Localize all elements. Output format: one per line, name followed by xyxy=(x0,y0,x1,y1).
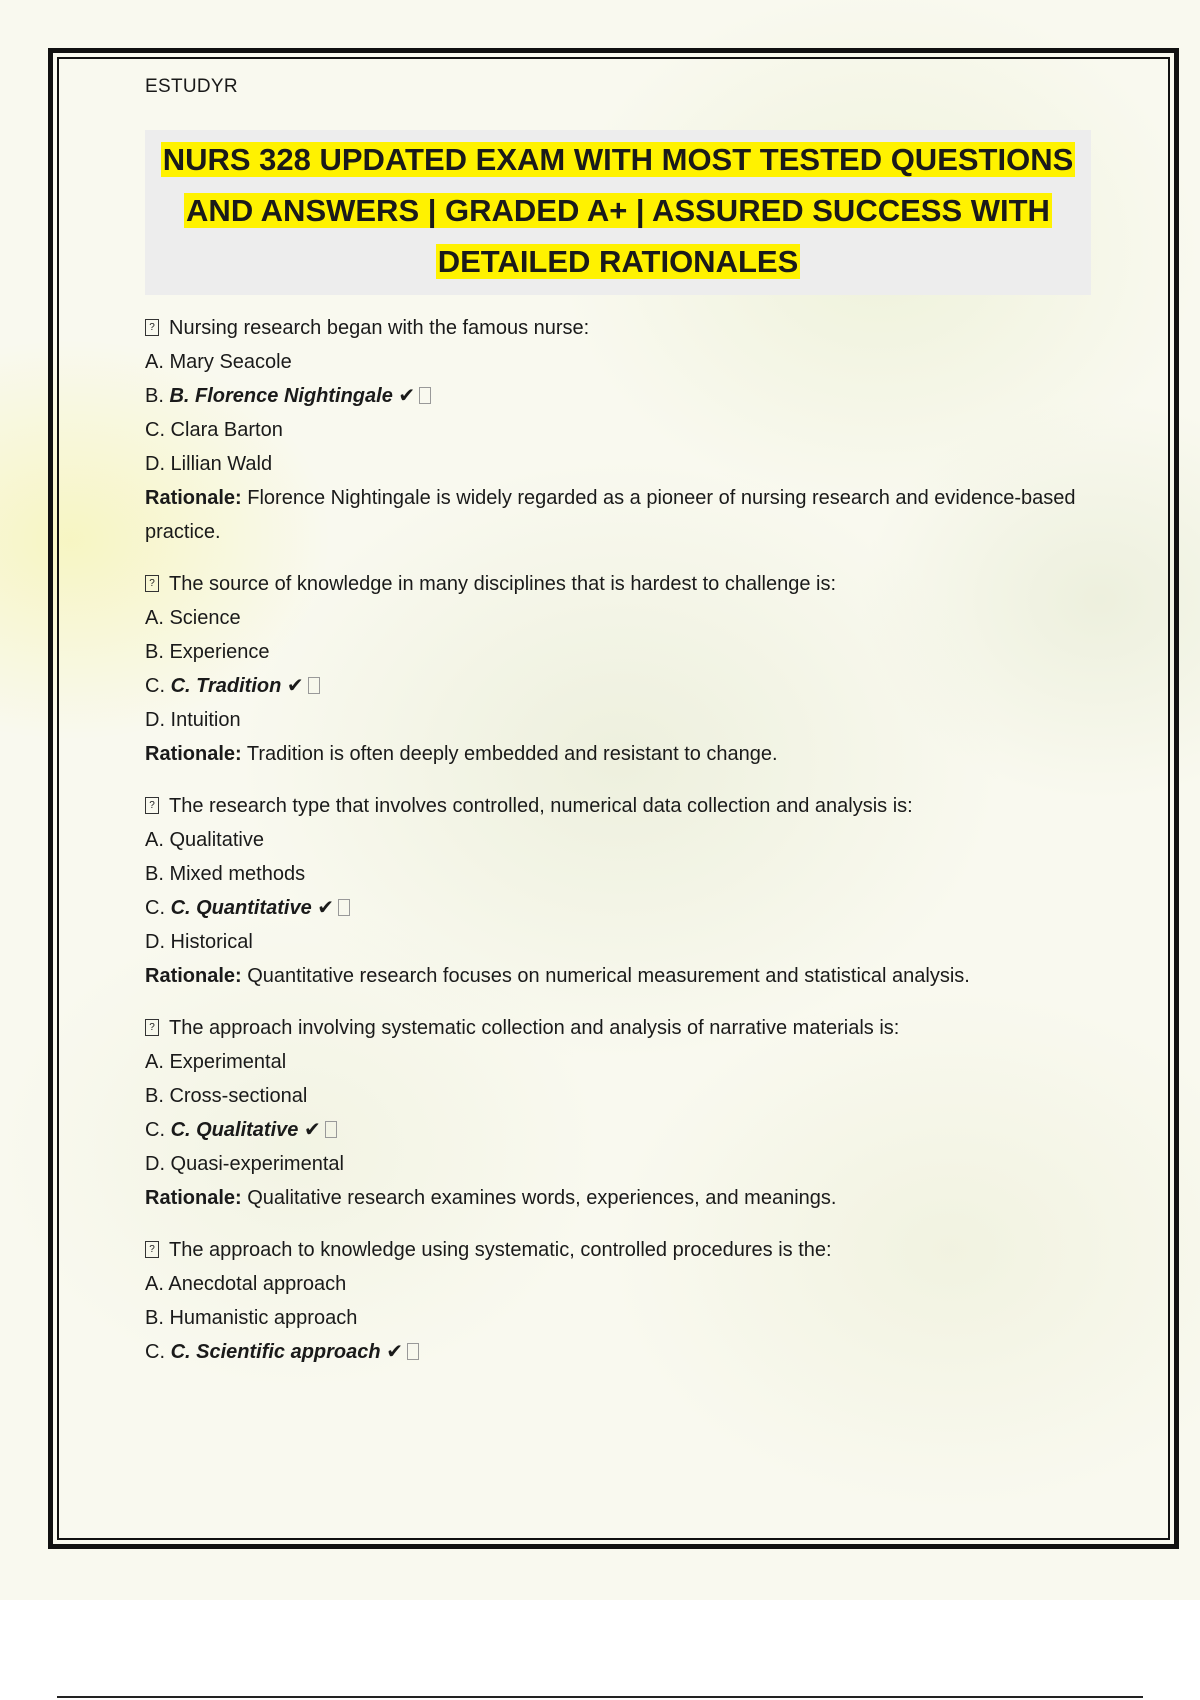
option-prefix: C. xyxy=(145,675,165,697)
checkmark-icon: ✔ xyxy=(303,1119,321,1141)
rationale-label: Rationale: xyxy=(145,487,242,509)
rationale-text: Florence Nightingale is widely regarded as a pioneer of nursing research and evidence-based practice. xyxy=(145,487,1076,543)
option-prefix: C. xyxy=(145,1119,165,1141)
question-stem-text: The approach to knowledge using systematic, controlled procedures is the: xyxy=(169,1239,832,1261)
document-title xyxy=(145,130,1091,295)
missing-glyph-icon xyxy=(419,387,431,404)
option-a: A. Anecdotal approach xyxy=(145,1273,347,1295)
rationale-text: Quantitative research focuses on numerical measurement and statistical analysis. xyxy=(247,965,970,987)
rationale xyxy=(145,959,1095,993)
option-d: D. Intuition xyxy=(145,709,241,731)
question-stem-text: The research type that involves controlled, numerical data collection and analysis is: xyxy=(169,795,913,817)
correct-answer: B. Florence Nightingale xyxy=(169,385,393,407)
rationale-label: Rationale: xyxy=(145,1187,242,1209)
option-d: D. Lillian Wald xyxy=(145,453,273,475)
checkmark-icon: ✔ xyxy=(317,897,335,919)
question-item xyxy=(145,311,1095,549)
checkmark-icon: ✔ xyxy=(286,675,304,697)
correct-answer: C. Qualitative xyxy=(170,1119,299,1141)
option-d: D. Quasi-experimental xyxy=(145,1153,344,1175)
title-line-3: DETAILED RATIONALES xyxy=(437,244,799,279)
option-c-correct xyxy=(145,669,1095,703)
option-a: A. Experimental xyxy=(145,1051,287,1073)
correct-answer: C. Scientific approach xyxy=(170,1341,381,1363)
rationale xyxy=(145,737,1095,771)
title-line-1: NURS 328 UPDATED EXAM WITH MOST TESTED QUESTIONS xyxy=(162,142,1074,177)
title-line-2: AND ANSWERS | GRADED A+ | ASSURED SUCCESS WITH xyxy=(186,193,1050,228)
question-mark-icon: ? xyxy=(145,319,159,336)
question-mark-icon: ? xyxy=(145,1241,159,1258)
option-c-correct xyxy=(145,891,1095,925)
option-b: B. Mixed methods xyxy=(145,863,306,885)
option-b: B. Cross-sectional xyxy=(145,1085,308,1107)
question-mark-icon: ? xyxy=(145,575,159,592)
option-b: B. Experience xyxy=(145,641,270,663)
option-c-correct xyxy=(145,1113,1095,1147)
option-d: D. Historical xyxy=(145,931,253,953)
question-stem xyxy=(145,567,1095,601)
option-prefix: C. xyxy=(145,897,165,919)
option-c: C. Clara Barton xyxy=(145,419,283,441)
checkmark-icon: ✔ xyxy=(386,1341,403,1363)
option-b: B. Humanistic approach xyxy=(145,1307,358,1329)
document-content xyxy=(145,60,1095,1387)
option-a: A. Qualitative xyxy=(145,829,264,851)
option-c-correct xyxy=(145,1335,1095,1369)
missing-glyph-icon xyxy=(308,677,320,694)
option-prefix: B. xyxy=(145,385,164,407)
option-a: A. Mary Seacole xyxy=(145,351,292,373)
rationale xyxy=(145,1181,1095,1215)
question-mark-icon: ? xyxy=(145,797,159,814)
question-item xyxy=(145,1011,1095,1215)
question-stem-text: Nursing research began with the famous nurse: xyxy=(169,317,590,339)
correct-answer: C. Tradition xyxy=(170,675,282,697)
missing-glyph-icon xyxy=(338,899,350,916)
question-list xyxy=(145,311,1095,1369)
rationale-text: Qualitative research examines words, experiences, and meanings. xyxy=(247,1187,837,1209)
question-stem xyxy=(145,311,1095,345)
question-stem xyxy=(145,1233,1095,1267)
missing-glyph-icon xyxy=(407,1343,419,1360)
footer-divider xyxy=(57,1696,1143,1698)
rationale xyxy=(145,481,1095,549)
rationale-label: Rationale: xyxy=(145,743,242,765)
option-a: A. Science xyxy=(145,607,241,629)
missing-glyph-icon xyxy=(325,1121,337,1138)
question-mark-icon: ? xyxy=(145,1019,159,1036)
question-stem-text: The source of knowledge in many disciplines that is hardest to challenge is: xyxy=(169,573,837,595)
question-stem xyxy=(145,789,1095,823)
question-stem xyxy=(145,1011,1095,1045)
question-item xyxy=(145,1233,1095,1369)
question-item xyxy=(145,567,1095,771)
question-stem-text: The approach involving systematic collection and analysis of narrative materials is: xyxy=(169,1017,900,1039)
correct-answer: C. Quantitative xyxy=(170,897,312,919)
rationale-text: Tradition is often deeply embedded and resistant to change. xyxy=(246,743,778,765)
rationale-label: Rationale: xyxy=(145,965,242,987)
checkmark-icon: ✔ xyxy=(398,385,416,407)
brand-label: ESTUDYR xyxy=(145,76,238,97)
option-b-correct xyxy=(145,379,1095,413)
option-prefix: C. xyxy=(145,1341,165,1363)
question-item xyxy=(145,789,1095,993)
